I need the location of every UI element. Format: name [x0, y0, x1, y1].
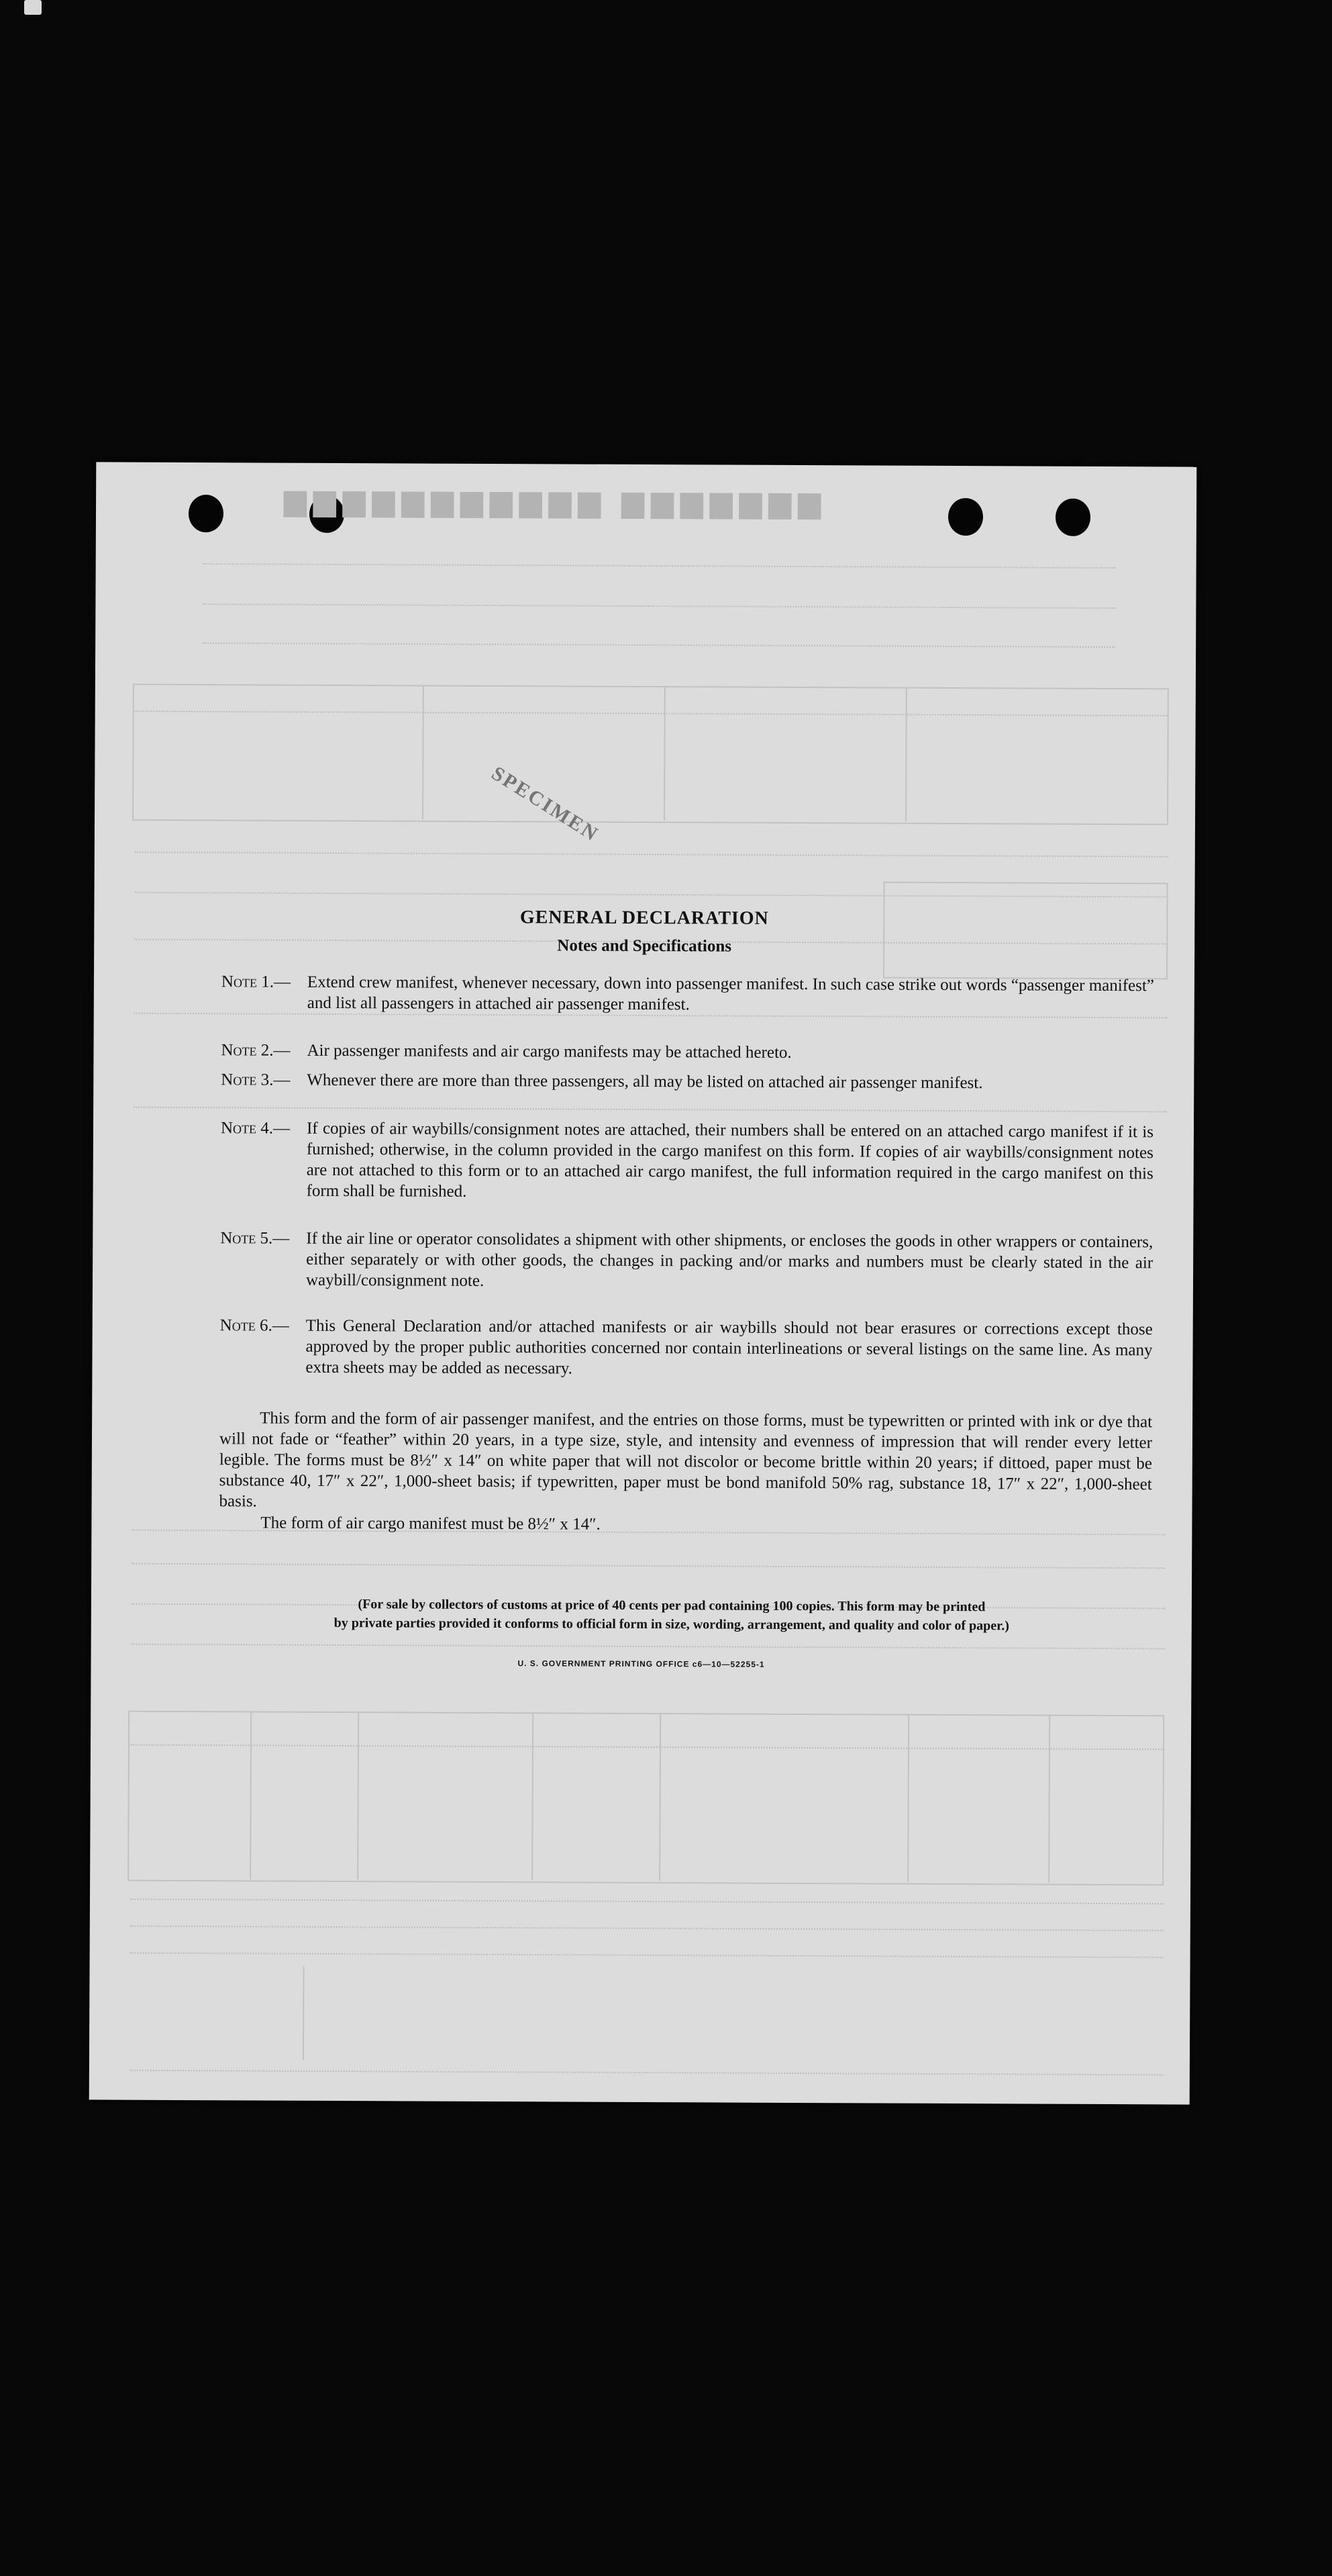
note-label: Note 6.—	[219, 1316, 289, 1335]
specimen-stamp: SPECIMEN	[487, 762, 603, 846]
sale-note-line-2: by private parties provided it conforms to official form in size, wording, arrangement, and quality and color of paper.)	[334, 1615, 1009, 1634]
page-subtitle: Notes and Specifications	[557, 936, 732, 956]
page-title: GENERAL DECLARATION	[519, 907, 769, 929]
show-through-reverse-side: ▆▆▆▆▆▆▆ ▆▆▆▆▆▆▆▆▆▆▆	[89, 462, 1197, 2104]
note-5	[220, 1228, 1153, 1294]
cargo-manifest-size-line: The form of air cargo manifest must be 8½″ x 14″.	[260, 1514, 601, 1534]
note-6	[219, 1315, 1152, 1381]
scan-edge-mark	[24, 0, 42, 15]
printing-office-line: U. S. GOVERNMENT PRINTING OFFICE c6—10—52255-1	[517, 1658, 765, 1669]
note-3	[221, 1069, 1154, 1094]
note-label: Note 2.—	[221, 1041, 291, 1060]
note-1	[221, 971, 1154, 1017]
note-text: This General Declaration and/or attached manifests or air waybills should not bear erasures or corrections except those approved by the proper public authorities concerned nor contain interlineations or several listings on the same line. As many extra sheets may be added as necessary.	[305, 1316, 1153, 1378]
note-text: Extend crew manifest, whenever necessary, down into passenger manifest. In such case strike out words “passenger manifest” and list all passengers in attached air passenger manifest.	[307, 973, 1154, 1014]
note-text: If copies of air waybills/consignment notes are attached, their numbers shall be entered on an attached cargo manifest if it is furnished; otherwise, in the column provided in the cargo manifest on this form. If copies of air waybills/consignment notes are not attached to this form or to an attached air cargo manifest, the full information required in the cargo manifest on this form shall be furnished.	[306, 1119, 1154, 1201]
note-text: Whenever there are more than three passengers, all may be listed on attached air passenger manifest.	[307, 1071, 983, 1093]
note-text: Air passenger manifests and air cargo manifests may be attached hereto.	[307, 1041, 792, 1062]
note-label: Note 1.—	[221, 973, 291, 991]
document-content	[89, 462, 1197, 2104]
note-4	[221, 1118, 1154, 1205]
document-page	[89, 462, 1197, 2104]
note-text: If the air line or operator consolidates a shipment with other shipments, or encloses the goods in other wrappers or containers, either separately or with other goods, the changes in packing and/or marks and numbers must be clearly stated in the air waybill/consignment note.	[305, 1229, 1154, 1290]
sale-note-line-1: (For sale by collectors of customs at price of 40 cents per pad containing 100 copies. This form may be printed	[358, 1597, 986, 1615]
note-label: Note 5.—	[220, 1229, 290, 1248]
note-label: Note 4.—	[220, 1119, 291, 1138]
note-2	[221, 1040, 1154, 1064]
specifications-paragraph: This form and the form of air passenger manifest, and the entries on those forms, must be typewritten or printed with ink or dye that will not fade or “feather” within 20 years, in a type size, style, and intensity and evenness of impression that will render every letter legible. The forms must be 8½″ x 14″ on white paper that will not discolor or become brittle within 20 years; if dittoed, paper must be substance 40, 17″ x 22″, 1,000-sheet basis; if typewritten, paper must be bond manifold 50% rag, substance 18, 17″ x 22″, 1,000-sheet basis.	[219, 1409, 1153, 1511]
note-label: Note 3.—	[221, 1071, 291, 1089]
